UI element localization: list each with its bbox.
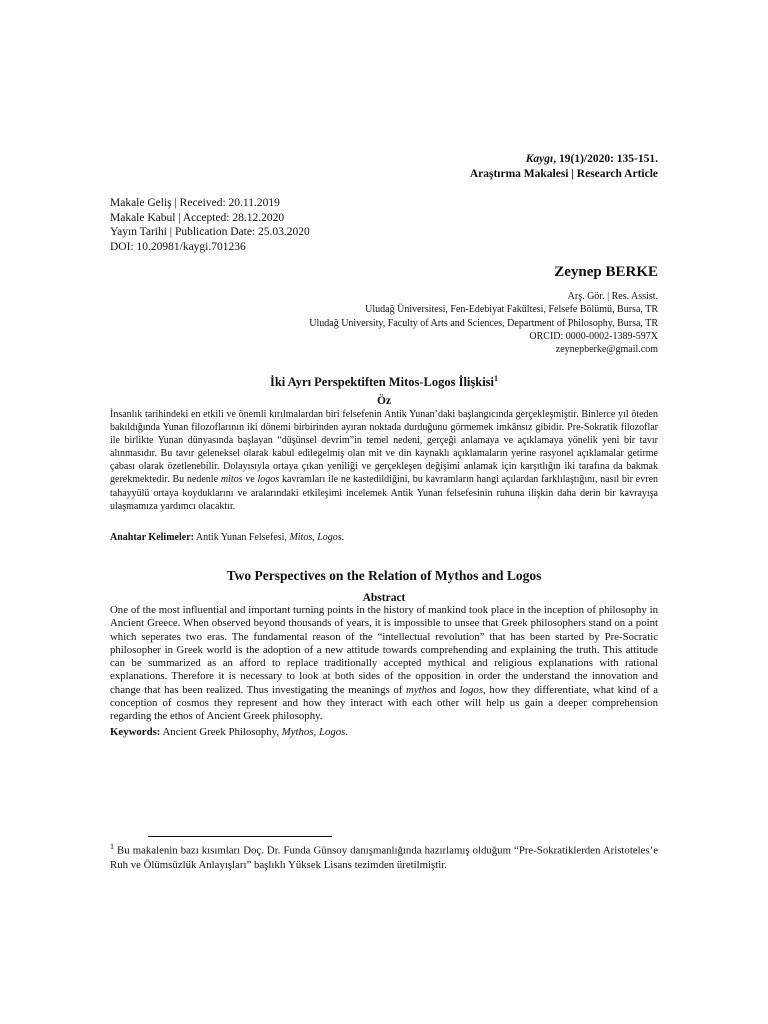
footnote-marker: 1 [494, 374, 499, 383]
abstract-heading: Abstract [362, 592, 406, 604]
footnote-divider [148, 836, 332, 837]
publication-date: Yayın Tarihi | Publication Date: 25.03.2020 [110, 226, 310, 238]
journal-name: Kaygı [525, 153, 554, 165]
affiliation-tr: Uludağ Üniversitesi, Fen-Edebiyat Fakültesi, Felsefe Bölümü, Bursa, TR [365, 304, 658, 316]
title-turkish: İki Ayrı Perspektiften Mitos-Logos İlişkisi$^1$ [269, 374, 499, 390]
affiliation-en: Uludağ University, Faculty of Arts and Sciences, Department of Philosophy, Bursa, TR [309, 317, 658, 329]
orcid: ORCID: 0000-0002-1389-597X [529, 330, 658, 342]
journal-header [470, 152, 658, 182]
abstract-turkish: İnsanlık tarihindeki en etkili ve önemli kırılmalardan biri felsefenin Antik Yunan’daki başlangıcında gerçekleşmiştir. Binlerce yıl öteden bakıldığında Yunan filozoflarının iki dönemi birbirinden ayıran noktada durduğunu görmemek imkânsız gibidir. Pre-Sokratik filozoflar ile birlikte Yunan dünyasında başlayan “düşünsel devrim”in temel nedeni, gerçeği anlamaya ve açıklamaya yönelik yeni bir tavır alınmasıdır. Bu tavır geleneksel olarak kabul edilegelmiş olan mit ve din kaynaklı açıklamaların yerine rasyonel açıklamalar getirme çabası olarak özetlenebilir. Dolayısıyla ortaya çıkan yeniliği ve gerçekleşen değişimi anlamak için karşıtlığın iki tarafına da bakmak gerekmektedir. Bu nedenle mitos ve logos kavramları ile ne kastedildiğini, bu kavramların hangi açılardan farklılaştığını, nasıl bir evren tahayyülü ortaya koyduklarını ve aralarındaki etkileşimi incelemek Antik Yunan felsefesinin ruhuna ilişkin daha derin bir kavrayışa ulaşmamıza yardımcı olacaktır. [110, 409, 659, 512]
article-type: Araştırma Makalesi | Research Article [469, 168, 658, 180]
keywords-english: Keywords: Ancient Greek Philosophy, Mythos, Logos. [110, 726, 349, 738]
received-date: Makale Geliş | Received: 20.11.2019 [110, 197, 280, 209]
footnote-number: 1 [110, 842, 114, 851]
author-affiliation [309, 290, 658, 356]
oz-heading: Öz [376, 395, 392, 407]
footnote: $^1$ Bu makalenin bazı kısımları Doç. Dr. Funda Günsoy danışmanlığında hazırlamış olduğum “Pre-Sokratiklerden Aristoteles’e Ruh ve Ölümsüzlük Anlayışları” başlıklı Yüksek Lisans tezimden üretilmiştir. [110, 842, 658, 871]
doi: DOI: 10.20981/kaygi.701236 [110, 240, 246, 253]
author-name: Zeynep BERKE [554, 264, 658, 280]
author-email: zeynepberke@gmail.com [555, 344, 658, 356]
title-english: Two Perspectives on the Relation of Mythos and Logos [226, 568, 542, 583]
journal-citation: Kaygı, 19(1)/2020: 135-151. [525, 153, 658, 165]
accepted-date: Makale Kabul | Accepted: 28.12.2020 [110, 211, 285, 224]
abstract-english: One of the most influential and important turning points in the history of mankind took place in the inception of philosophy in Ancient Greece. When observed beyond thousands of years, it is impossible to unsee that Greek philosophers stand on a point which seperates two eras. The fundamental reason of the “intellectual revolution” that has been started by Pre-Socratic philosopher in Greek world is the adoption of a new attitude towards comprehending and explaining the truth. This attitude can be summarized as an afford to replace traditionally accepted mythical and religious explanations with rational explanations. Therefore it is necessary to look at both sides of the opposition in order the understand the innovation and change that has been realized. Thus investigating the meanings of mythos and logos, how they differentiate, what kind of a conception of cosmos they represent and how they interact with each other will help us gain a deeper comprehension regarding the ethos of Ancient Greek philosophy. [110, 604, 658, 723]
keywords-turkish: Anahtar Kelimeler: Antik Yunan Felsefesi, Mitos, Logos. [110, 532, 345, 543]
article-dates [110, 196, 310, 254]
author-title: Arş. Gör. | Res. Assist. [567, 291, 658, 302]
